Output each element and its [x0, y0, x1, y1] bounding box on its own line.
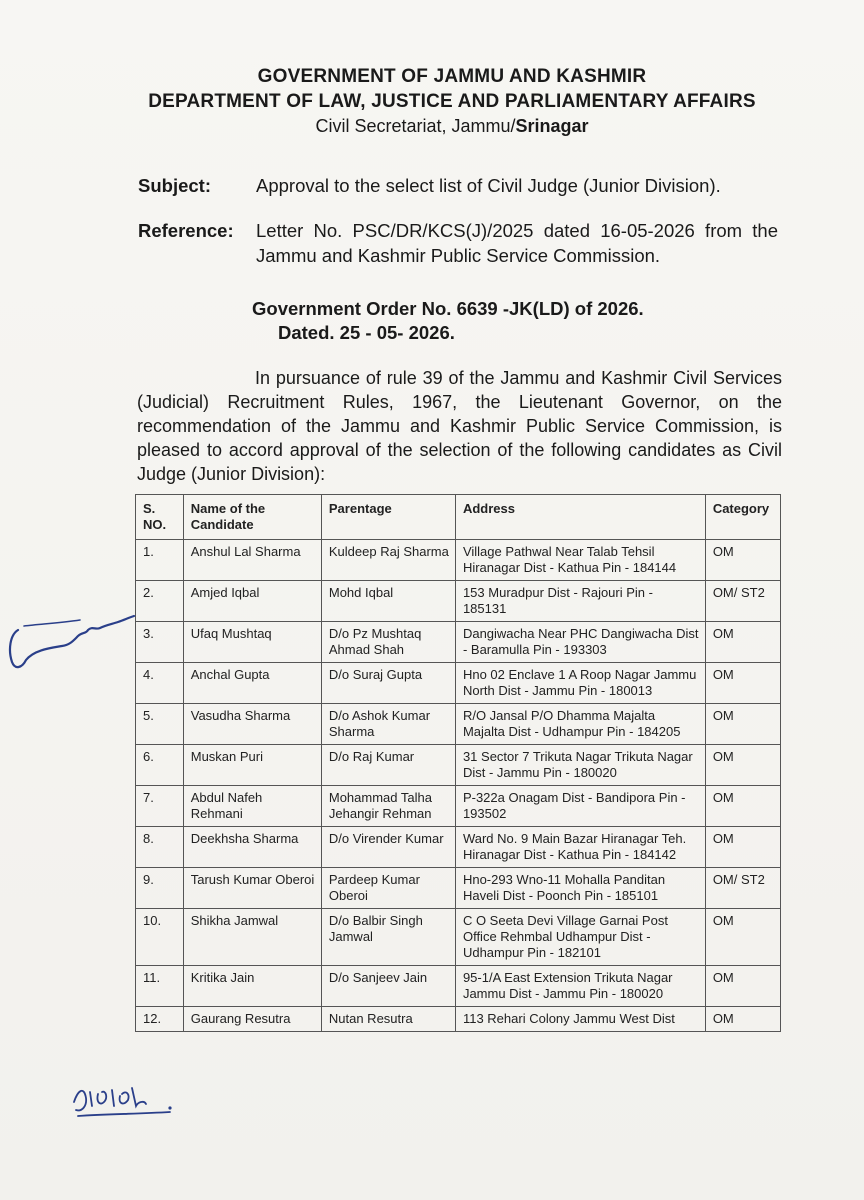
cell-address: C O Seeta Devi Village Garnai Post Office Rehmbal Udhampur Dist - Udhampur Pin - 182101 — [455, 909, 705, 966]
cell-address: Ward No. 9 Main Bazar Hiranagar Teh. Hiranagar Dist - Kathua Pin - 184142 — [455, 827, 705, 868]
candidates-table — [135, 494, 781, 1032]
cell-parentage: D/o Ashok Kumar Sharma — [321, 704, 455, 745]
cell-address: 113 Rehari Colony Jammu West Dist — [455, 1007, 705, 1032]
office-location-prefix: Civil Secretariat, Jammu/ — [315, 116, 516, 136]
cell-address: 31 Sector 7 Trikuta Nagar Trikuta Nagar Dist - Jammu Pin - 180020 — [455, 745, 705, 786]
cell-sno: 11. — [136, 966, 184, 1007]
cell-sno: 3. — [136, 622, 184, 663]
cell-sno: 2. — [136, 581, 184, 622]
table-row — [136, 622, 781, 663]
cell-parentage: Nutan Resutra — [321, 1007, 455, 1032]
cell-category: OM — [705, 966, 780, 1007]
cell-category: OM/ ST2 — [705, 581, 780, 622]
subject-label: Subject: — [138, 175, 211, 196]
body-paragraph: In pursuance of rule 39 of the Jammu and Kashmir Civil Services (Judicial) Recruitment Rules, 1967, the Lieutenant Governor, on the recommendation of the Jammu and Kashmir Public Service Commission, is pleased to accord approval of the selection of the following candidates as Civil Judge (Junior Division): — [137, 368, 782, 484]
government-title: GOVERNMENT OF JAMMU AND KASHMIR — [257, 66, 647, 87]
reference-block — [138, 218, 778, 268]
cell-category: OM — [705, 704, 780, 745]
office-location — [40, 116, 864, 137]
cell-sno: 10. — [136, 909, 184, 966]
cell-address: Hno-293 Wno-11 Mohalla Panditan Haveli Dist - Poonch Pin - 185101 — [455, 868, 705, 909]
margin-signature-scribble — [0, 590, 140, 690]
cell-address: R/O Jansal P/O Dhamma Majalta Majalta Dist - Udhampur Pin - 184205 — [455, 704, 705, 745]
cell-parentage: D/o Balbir Singh Jamwal — [321, 909, 455, 966]
cell-parentage: Kuldeep Raj Sharma — [321, 540, 455, 581]
header-parentage: Parentage — [321, 495, 455, 540]
cell-parentage: D/o Raj Kumar — [321, 745, 455, 786]
cell-name: Shikha Jamwal — [183, 909, 321, 966]
header-category: Category — [705, 495, 780, 540]
cell-address: Dangiwacha Near PHC Dangiwacha Dist - Baramulla Pin - 193303 — [455, 622, 705, 663]
cell-address: Village Pathwal Near Talab Tehsil Hiranagar Dist - Kathua Pin - 184144 — [455, 540, 705, 581]
reference-text: Letter No. PSC/DR/KCS(J)/2025 dated 16-05-2026 from the Jammu and Kashmir Public Service Commission. — [256, 220, 778, 266]
cell-category: OM — [705, 663, 780, 704]
cell-sno: 4. — [136, 663, 184, 704]
letterhead — [0, 66, 864, 137]
cell-parentage: D/o Sanjeev Jain — [321, 966, 455, 1007]
cell-category: OM/ ST2 — [705, 868, 780, 909]
table-header-row — [136, 495, 781, 540]
cell-parentage: Mohammad Talha Jehangir Rehman — [321, 786, 455, 827]
cell-address: 95-1/A East Extension Trikuta Nagar Jammu Dist - Jammu Pin - 180020 — [455, 966, 705, 1007]
table-row — [136, 663, 781, 704]
table-row — [136, 745, 781, 786]
cell-category: OM — [705, 745, 780, 786]
cell-name: Kritika Jain — [183, 966, 321, 1007]
department-title: DEPARTMENT OF LAW, JUSTICE AND PARLIAMENTARY AFFAIRS — [148, 91, 756, 112]
table-row — [136, 966, 781, 1007]
cell-name: Abdul Nafeh Rehmani — [183, 786, 321, 827]
cell-sno: 6. — [136, 745, 184, 786]
cell-address: Hno 02 Enclave 1 A Roop Nagar Jammu North Dist - Jammu Pin - 180013 — [455, 663, 705, 704]
table-row — [136, 786, 781, 827]
cell-sno: 7. — [136, 786, 184, 827]
cell-sno: 8. — [136, 827, 184, 868]
cell-sno: 5. — [136, 704, 184, 745]
table-row — [136, 1007, 781, 1032]
cell-parentage: Mohd Iqbal — [321, 581, 455, 622]
cell-parentage: D/o Virender Kumar — [321, 827, 455, 868]
cell-name: Vasudha Sharma — [183, 704, 321, 745]
cell-name: Ufaq Mushtaq — [183, 622, 321, 663]
table-row — [136, 909, 781, 966]
cell-sno: 12. — [136, 1007, 184, 1032]
table-row — [136, 827, 781, 868]
cell-category: OM — [705, 827, 780, 868]
order-block — [252, 297, 644, 345]
header-sno: S. NO. — [136, 495, 184, 540]
cell-parentage: D/o Pz Mushtaq Ahmad Shah — [321, 622, 455, 663]
office-location-bold: Srinagar — [515, 116, 589, 136]
cell-category: OM — [705, 909, 780, 966]
cell-name: Anshul Lal Sharma — [183, 540, 321, 581]
cell-name: Tarush Kumar Oberoi — [183, 868, 321, 909]
cell-category: OM — [705, 540, 780, 581]
initials-signature — [66, 1072, 186, 1122]
reference-label: Reference: — [138, 220, 234, 241]
cell-category: OM — [705, 1007, 780, 1032]
table-row — [136, 540, 781, 581]
cell-category: OM — [705, 786, 780, 827]
cell-name: Amjed Iqbal — [183, 581, 321, 622]
subject-text: Approval to the select list of Civil Judge (Junior Division). — [256, 175, 721, 196]
cell-name: Anchal Gupta — [183, 663, 321, 704]
subject-line — [138, 175, 721, 197]
cell-address: 153 Muradpur Dist - Rajouri Pin - 185131 — [455, 581, 705, 622]
table-row — [136, 704, 781, 745]
order-number: Government Order No. 6639 -JK(LD) of 2026. — [252, 298, 644, 319]
cell-parentage: Pardeep Kumar Oberoi — [321, 868, 455, 909]
cell-category: OM — [705, 622, 780, 663]
header-name: Name of the Candidate — [183, 495, 321, 540]
table-row — [136, 868, 781, 909]
cell-sno: 1. — [136, 540, 184, 581]
cell-name: Gaurang Resutra — [183, 1007, 321, 1032]
cell-parentage: D/o Suraj Gupta — [321, 663, 455, 704]
cell-sno: 9. — [136, 868, 184, 909]
cell-name: Deekhsha Sharma — [183, 827, 321, 868]
table-row — [136, 581, 781, 622]
cell-address: P-322a Onagam Dist - Bandipora Pin - 193502 — [455, 786, 705, 827]
order-date: Dated. 25 - 05- 2026. — [278, 322, 455, 343]
cell-name: Muskan Puri — [183, 745, 321, 786]
header-address: Address — [455, 495, 705, 540]
